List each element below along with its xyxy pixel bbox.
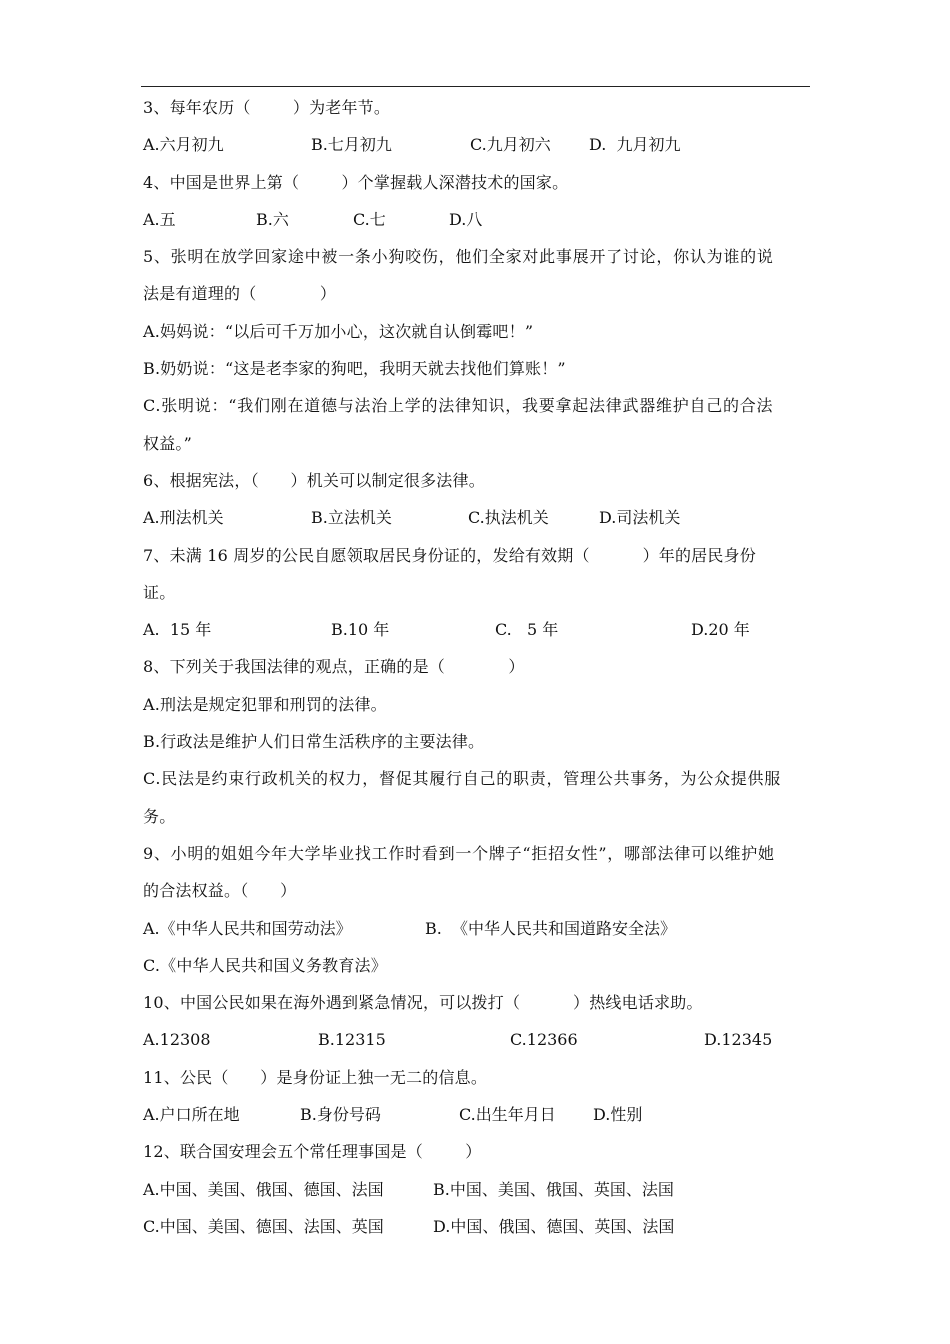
question-4-option-b: B.六 [256, 209, 289, 229]
question-3-options [143, 130, 811, 167]
question-6-options [143, 503, 811, 540]
question-12-options-ab [143, 1175, 811, 1212]
question-9-option-b: B. 《中华人民共和国道路安全法》 [425, 918, 677, 938]
question-4-stem: 4、中国是世界上第（ ）个掌握载人深潜技术的国家。 [143, 172, 569, 192]
question-3-option-c: C.九月初六 [470, 135, 551, 155]
question-6-option-b: B.立法机关 [311, 508, 392, 528]
question-11-option-b: B.身份号码 [300, 1105, 381, 1125]
question-3-stem: 3、每年农历（ ）为老年节。 [143, 98, 391, 117]
question-10-option-d: D.12345 [704, 1030, 773, 1050]
question-11-option-d: D.性别 [593, 1105, 643, 1125]
question-8-option-a: A.刑法是规定犯罪和刑罚的法律。 [143, 694, 387, 714]
question-6-option-c: C.执法机关 [468, 508, 549, 528]
question-12-option-d: D.中国、俄国、德国、英国、法国 [433, 1216, 675, 1236]
question-6-stem: 6、根据宪法，（ ）机关可以制定很多法律。 [143, 470, 485, 490]
question-5-option-b: B.奶奶说：“这是老李家的狗吧，我明天就去找他们算账！” [143, 359, 566, 379]
question-7-option-b: B.10 年 [331, 620, 390, 640]
question-4-options [143, 205, 811, 242]
question-10-options [143, 1025, 811, 1062]
question-5-stem-line-1: 5、张明在放学回家途中被一条小狗咬伤，他们全家对此事展开了讨论，你认为谁的说 [143, 247, 774, 267]
question-12-options-cd [143, 1212, 811, 1249]
question-10-option-b: B.12315 [318, 1030, 386, 1050]
question-11-stem: 11、公民（ ）是身份证上独一无二的信息。 [143, 1067, 488, 1087]
question-8-stem: 8、下列关于我国法律的观点，正确的是（ ） [143, 657, 525, 677]
question-12-option-b: B.中国、美国、俄国、英国、法国 [433, 1179, 674, 1199]
question-8-option-b: B.行政法是维护人们日常生活秩序的主要法律。 [143, 732, 485, 752]
question-11-option-c: C.出生年月日 [459, 1105, 556, 1125]
question-7-option-d: D.20 年 [691, 620, 750, 640]
question-8-option-c-line-1: C.民法是约束行政机关的权力，督促其履行自己的职责，管理公共事务，为公众提供服 [143, 769, 782, 789]
header-rule [141, 86, 810, 87]
question-9-options-ab [143, 914, 811, 951]
question-7-option-a: A. 15 年 [143, 620, 212, 640]
question-7-option-c: C. 5 年 [495, 620, 559, 640]
question-list [143, 93, 811, 1249]
question-9-option-c: C.《中华人民共和国义务教育法》 [143, 955, 387, 975]
question-3-option-b: B.七月初九 [311, 135, 392, 155]
question-7-stem-line-2: 证。 [143, 582, 176, 602]
question-10-option-a: A.12308 [143, 1030, 211, 1050]
question-7-options [143, 615, 811, 652]
question-5-option-c-line-1: C.张明说：“我们刚在道德与法治上学的法律知识，我要拿起法律武器维护自己的合法 [143, 396, 774, 416]
question-9-stem-line-1: 9、小明的姐姐今年大学毕业找工作时看到一个牌子“拒招女性”，哪部法律可以维护她 [143, 843, 775, 863]
question-3-option-a: A.六月初九 [143, 135, 224, 155]
question-12-stem: 12、联合国安理会五个常任理事国是（ ） [143, 1142, 482, 1162]
question-5-stem-line-2: 法是有道理的（ ） [143, 284, 337, 304]
question-4-option-d: D.八 [449, 209, 483, 229]
question-6-option-d: D.司法机关 [599, 508, 681, 528]
question-7-stem-line-1: 7、未满 16 周岁的公民自愿领取居民身份证的，发给有效期（ ）年的居民身份 [143, 545, 756, 565]
question-4-option-a: A.五 [143, 209, 176, 229]
question-12-option-a: A.中国、美国、俄国、德国、法国 [143, 1179, 384, 1199]
question-12-option-c: C.中国、美国、德国、法国、英国 [143, 1216, 384, 1236]
question-4-option-c: C.七 [353, 209, 386, 229]
question-9-stem-line-2: 的合法权益。（ ） [143, 881, 297, 901]
question-10-stem: 10、中国公民如果在海外遇到紧急情况，可以拨打（ ）热线电话求助。 [143, 993, 703, 1013]
question-5-option-a: A.妈妈说：“以后可千万加小心，这次就自认倒霉吧！” [143, 321, 534, 341]
question-6-option-a: A.刑法机关 [143, 508, 224, 528]
question-9-option-a: A.《中华人民共和国劳动法》 [143, 918, 352, 938]
question-5-option-c-line-2: 权益。” [143, 433, 192, 453]
question-3-option-d: D. 九月初九 [589, 135, 681, 155]
question-10-option-c: C.12366 [510, 1030, 578, 1050]
question-11-option-a: A.户口所在地 [143, 1105, 240, 1125]
question-8-option-c-line-2: 务。 [143, 806, 176, 826]
question-11-options [143, 1100, 811, 1137]
